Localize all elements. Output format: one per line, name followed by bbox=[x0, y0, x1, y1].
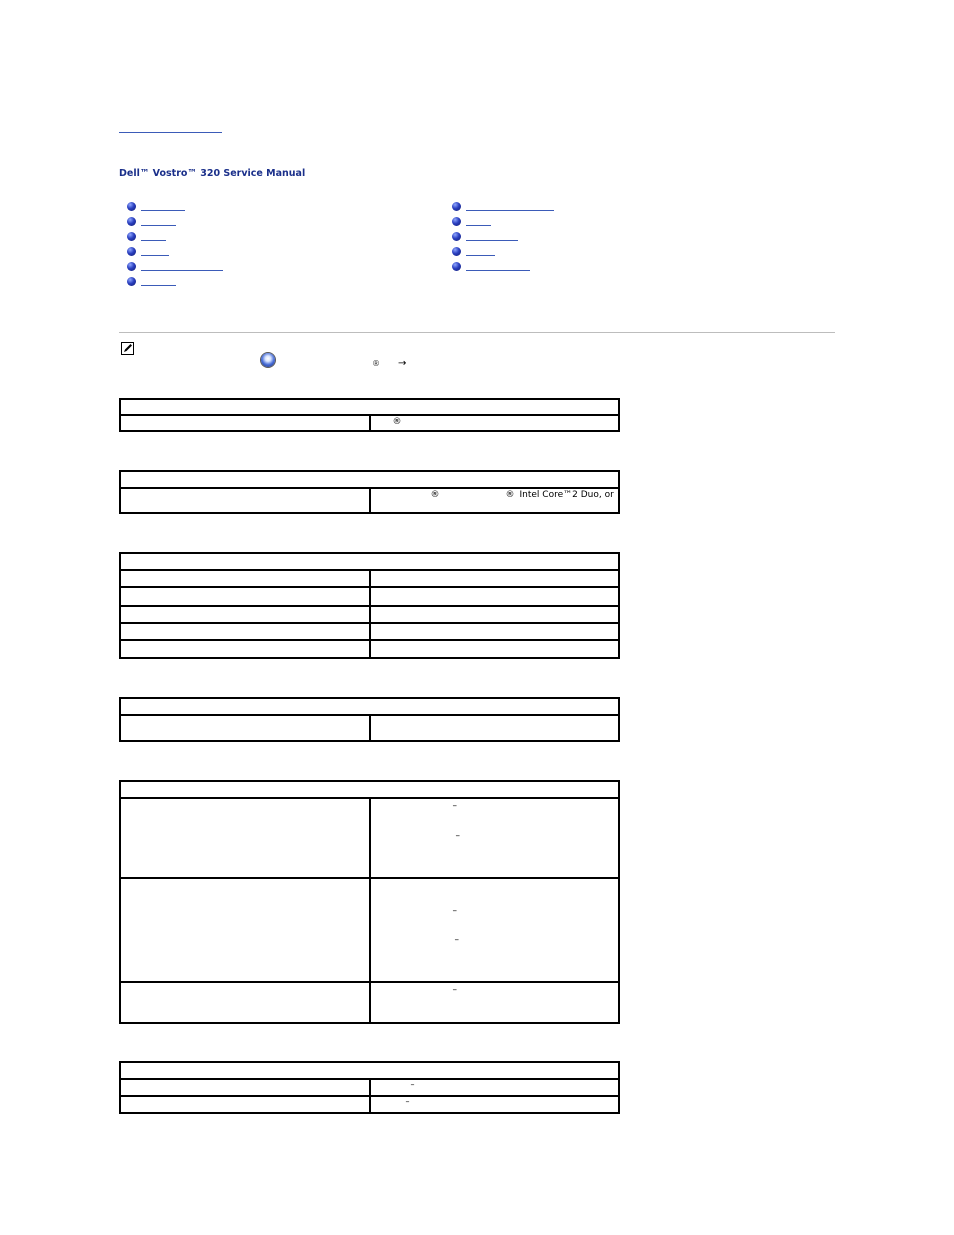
nav-link[interactable] bbox=[141, 270, 223, 271]
nav-bullet-icon bbox=[452, 262, 461, 271]
contents-link[interactable] bbox=[119, 126, 222, 133]
dash-mark: – bbox=[452, 906, 457, 916]
table-cell-value bbox=[370, 1079, 620, 1096]
windows-start-icon bbox=[261, 353, 275, 367]
table-header bbox=[120, 553, 619, 570]
table-cell-value bbox=[370, 982, 620, 1023]
spec-table-1 bbox=[119, 398, 620, 432]
dash-mark: – bbox=[410, 1080, 415, 1089]
nav-link[interactable] bbox=[466, 240, 518, 241]
nav-link[interactable] bbox=[466, 225, 491, 226]
menu-arrow: → bbox=[398, 358, 407, 369]
spec-table-6 bbox=[119, 1061, 620, 1114]
page-title: Dell™ Vostro™ 320 Service Manual bbox=[119, 168, 306, 179]
dash-mark: – bbox=[455, 831, 460, 841]
dash-mark: – bbox=[452, 801, 457, 811]
table-cell-label bbox=[120, 1079, 370, 1096]
nav-link[interactable] bbox=[141, 255, 169, 256]
nav-link[interactable] bbox=[141, 225, 176, 226]
nav-bullet-icon bbox=[127, 277, 136, 286]
table-cell-value bbox=[370, 587, 620, 606]
table-cell-label bbox=[120, 715, 370, 741]
registered-mark: ® bbox=[505, 490, 515, 500]
table-cell-value bbox=[370, 1096, 620, 1113]
nav-bullet-icon bbox=[127, 262, 136, 271]
page-bottom-margin bbox=[0, 1116, 954, 1235]
registered-mark: ® bbox=[372, 359, 380, 368]
table-cell-label bbox=[120, 1096, 370, 1113]
table-cell-label bbox=[120, 640, 370, 658]
nav-bullet-icon bbox=[452, 232, 461, 241]
processor-types-text: Intel Core™2 Duo, or bbox=[519, 490, 614, 500]
spec-table-3 bbox=[119, 552, 620, 659]
spec-table-2 bbox=[119, 470, 620, 514]
table-cell-value bbox=[370, 640, 620, 658]
table-cell-value bbox=[370, 488, 620, 513]
table-cell-value bbox=[370, 798, 620, 878]
nav-link[interactable] bbox=[141, 240, 166, 241]
nav-bullet-icon bbox=[452, 217, 461, 226]
table-cell-label bbox=[120, 570, 370, 587]
table-cell-label bbox=[120, 415, 370, 431]
table-cell-value bbox=[370, 415, 620, 431]
nav-link[interactable] bbox=[466, 255, 495, 256]
note-pencil-icon bbox=[121, 342, 134, 355]
nav-bullet-icon bbox=[127, 217, 136, 226]
spec-table-5 bbox=[119, 780, 620, 1024]
registered-mark: ® bbox=[392, 417, 402, 427]
nav-link[interactable] bbox=[141, 210, 185, 211]
section-divider bbox=[119, 332, 835, 333]
nav-link[interactable] bbox=[466, 270, 530, 271]
table-cell-value bbox=[370, 878, 620, 982]
dash-mark: – bbox=[452, 985, 457, 995]
table-cell-label bbox=[120, 606, 370, 623]
table-header bbox=[120, 399, 619, 415]
dash-mark: – bbox=[405, 1097, 410, 1106]
table-cell-value bbox=[370, 715, 620, 741]
dash-mark: – bbox=[454, 935, 459, 945]
table-cell-label bbox=[120, 878, 370, 982]
table-header bbox=[120, 1062, 619, 1079]
table-cell-value bbox=[370, 606, 620, 623]
nav-bullet-icon bbox=[127, 202, 136, 211]
table-header bbox=[120, 471, 619, 488]
table-cell-label bbox=[120, 798, 370, 878]
table-cell-label bbox=[120, 623, 370, 640]
spec-table-4 bbox=[119, 697, 620, 742]
table-cell-value bbox=[370, 623, 620, 640]
nav-link[interactable] bbox=[141, 285, 176, 286]
table-cell-label bbox=[120, 587, 370, 606]
table-cell-label bbox=[120, 982, 370, 1023]
table-cell-label bbox=[120, 488, 370, 513]
nav-bullet-icon bbox=[452, 202, 461, 211]
table-cell-value bbox=[370, 570, 620, 587]
nav-link[interactable] bbox=[466, 210, 554, 211]
table-header bbox=[120, 781, 619, 798]
registered-mark: ® bbox=[430, 490, 440, 500]
nav-bullet-icon bbox=[127, 232, 136, 241]
table-header bbox=[120, 698, 619, 715]
nav-bullet-icon bbox=[452, 247, 461, 256]
nav-bullet-icon bbox=[127, 247, 136, 256]
